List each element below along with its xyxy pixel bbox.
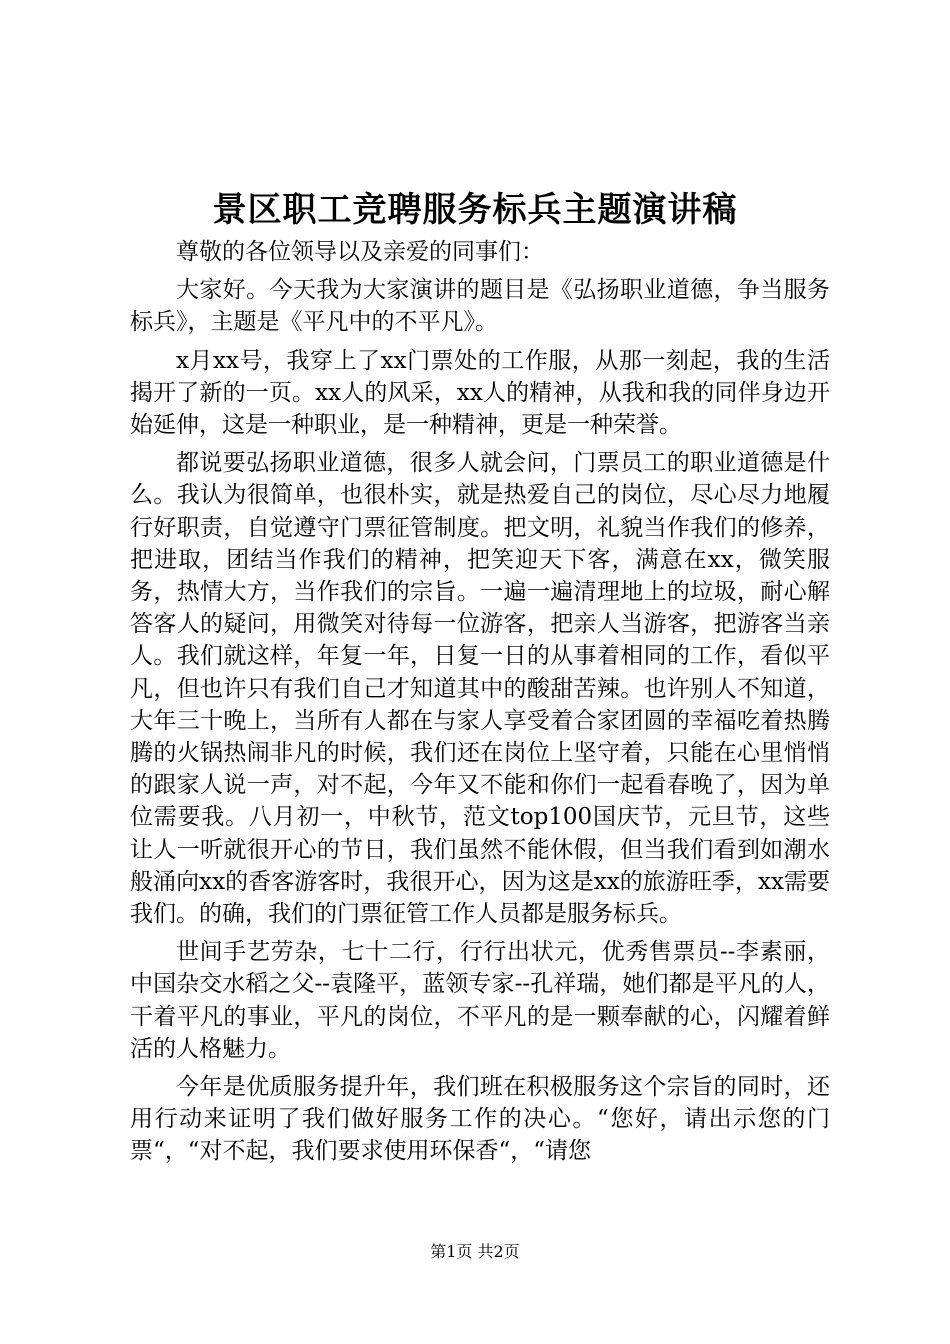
paragraph-greeting: 大家好。今天我为大家演讲的题目是《弘扬职业道德，争当服务标兵》，主题是《平凡中的不平凡》。 [130,277,830,336]
paragraph-professional-ethics: 都说要弘扬职业道德，很多人就会问，门票员工的职业道德是什么。我认为很简单，也很朴实，就是热爱自己的岗位，尽心尽力地履行好职责，自觉遵守门票征管制度。把文明，礼貌当作我们的修养，把进取，团结当作我们的精神，把笑迎天下客，满意在xx，微笑服务，热情大方，当作我们的宗旨。一遍一遍清理地上的垃圾，耐心解答客人的疑问，用微笑对待每一位游客，把亲人当游客，把游客当亲人。我们就这样，年复一年，日复一日的从事着相同的工作，看似平凡，但也许只有我们自己才知道其中的酸甜苦辣。也许别人不知道，大年三十晚上，当所有人都在与家人享受着合家团圆的幸福吃着热腾腾的火锅热闹非凡的时候，我们还在岗位上坚守着，只能在心里悄悄的跟家人说一声，对不起，今年又不能和你们一起看春晚了，因为单位需要我。八月初一，中秋节，范文top100国庆节，元旦节，这些让人一听就很开心的节日，我们虽然不能休假，但当我们看到如潮水般涌向xx的香客游客时，我很开心，因为这是xx的旅游旺季，xx需要我们。的确，我们的门票征管工作人员都是服务标兵。 [130,450,830,928]
paragraph-salutation: 尊敬的各位领导以及亲爱的同事们： [176,239,544,265]
paragraph-service-year: 今年是优质服务提升年，我们班在积极服务这个宗旨的同时，还用行动来证明了我们做好服务工作的决心。“您好，请出示您的门票“，“对不起，我们要求使用环保香“，“请您 [130,1074,830,1165]
page-footer: 第1页 共2页 [430,1242,520,1261]
paragraph-start-work: x月xx号，我穿上了xx门票处的工作服，从那一刻起，我的生活揭开了新的一页。xx人的风采，xx人的精神，从我和我的同伴身边开始延伸，这是一种职业，是一种精神，更是一种荣誉。 [130,347,830,439]
document-title: 景区职工竞聘服务标兵主题演讲稿 [212,190,738,230]
paragraph-ordinary-people: 世间手艺劳杂，七十二行，行行出状元，优秀售票员--李素丽，中国杂交水稻之父--袁隆平，蓝领专家--孔祥瑞，她们都是平凡的人，干着平凡的事业，平凡的岗位，不平凡的是一颗奉献的心，闪耀着鲜活的人格魅力。 [130,939,830,1062]
document-body [130,236,830,1168]
